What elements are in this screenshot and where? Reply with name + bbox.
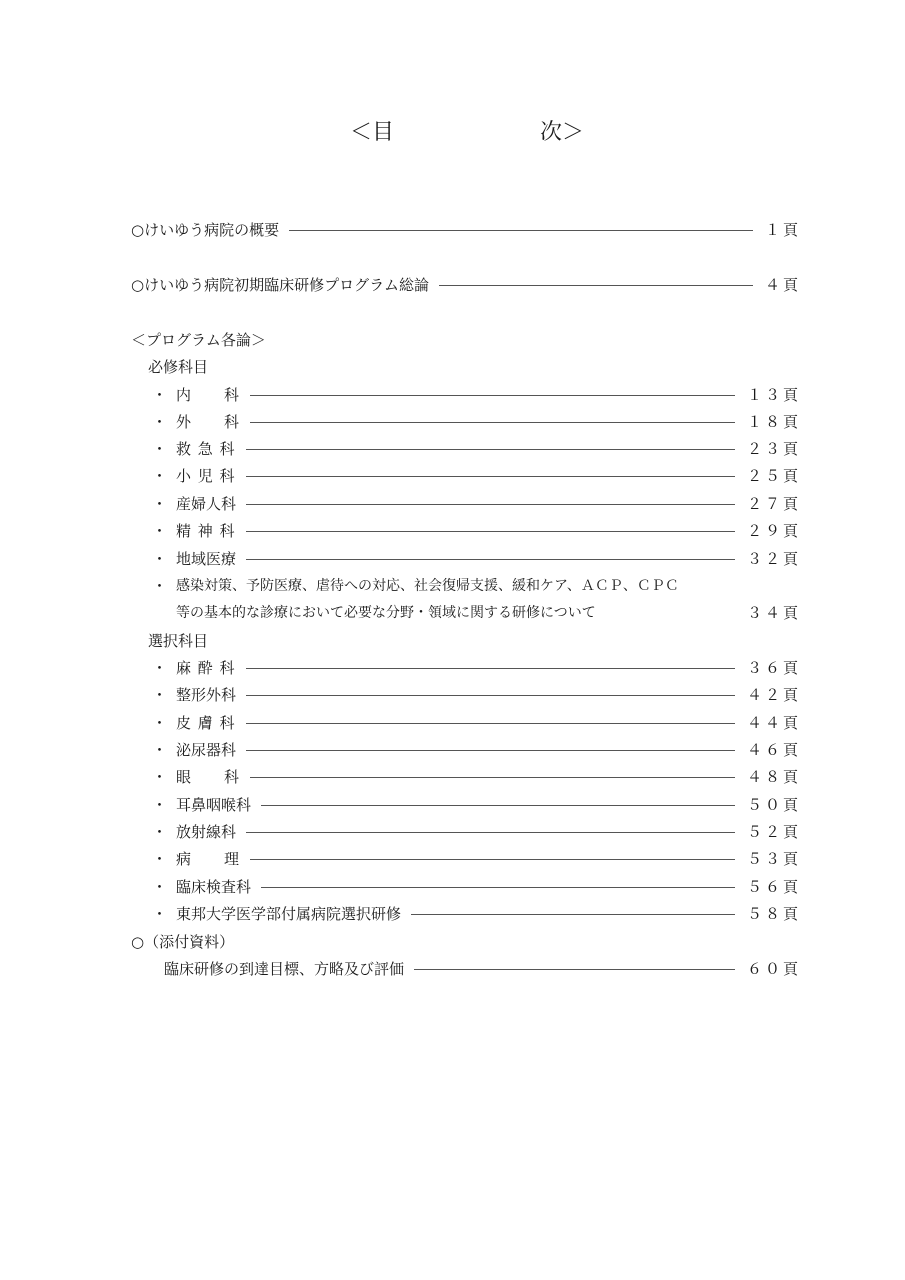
toc-entry-required[interactable] bbox=[152, 548, 801, 570]
toc-label: 臨床検査科 bbox=[176, 878, 252, 896]
bullet: ・ bbox=[152, 741, 168, 759]
bullet: ・ bbox=[152, 659, 168, 677]
toc-entry-elective[interactable] bbox=[152, 684, 801, 706]
toc-entry-required[interactable] bbox=[152, 411, 801, 433]
toc-entry-elective[interactable] bbox=[152, 876, 801, 898]
toc-entry-elective[interactable] bbox=[152, 848, 801, 870]
toc-entry-required[interactable] bbox=[152, 465, 801, 487]
toc-page: ５３頁 bbox=[746, 850, 801, 868]
toc-label: 救 急 科 bbox=[176, 440, 236, 458]
dotted-leader bbox=[246, 750, 735, 751]
toc-label: 東邦大学医学部付属病院選択研修 bbox=[176, 905, 402, 923]
page-title bbox=[0, 118, 905, 148]
dotted-leader bbox=[250, 859, 735, 860]
dotted-leader bbox=[246, 449, 735, 450]
bullet: ・ bbox=[152, 386, 168, 404]
dotted-leader bbox=[411, 914, 735, 915]
toc-page: ５８頁 bbox=[746, 905, 801, 923]
dotted-leader bbox=[246, 504, 735, 505]
dotted-leader bbox=[250, 777, 735, 778]
dotted-leader bbox=[439, 285, 753, 286]
toc-page: ４２頁 bbox=[746, 686, 801, 704]
toc-entry-required[interactable] bbox=[152, 520, 801, 542]
toc-label: 臨床研修の到達目標、方略及び評価 bbox=[164, 960, 405, 978]
bullet: ・ bbox=[152, 440, 168, 458]
toc-entry-required[interactable] bbox=[152, 384, 801, 406]
toc-page: ３２頁 bbox=[746, 550, 801, 568]
required-heading: 必修科目 bbox=[148, 358, 209, 376]
dotted-leader bbox=[250, 395, 735, 396]
toc-label: 感染対策、予防医療、虐待への対応、社会復帰支援、緩和ケア、ＡＣＰ、ＣＰＣ bbox=[176, 578, 679, 594]
toc-label: 地域医療 bbox=[176, 550, 237, 568]
bullet: ・ bbox=[152, 714, 168, 732]
toc-page: ３４頁 bbox=[746, 604, 801, 622]
dotted-leader bbox=[261, 805, 735, 806]
toc-page: ２３頁 bbox=[746, 440, 801, 458]
dotted-leader bbox=[289, 230, 753, 231]
toc-label: 麻 酔 科 bbox=[176, 659, 236, 677]
dotted-leader bbox=[261, 887, 735, 888]
toc-entry-elective[interactable] bbox=[152, 766, 801, 788]
toc-label: 産婦人科 bbox=[176, 495, 237, 513]
appendix-heading: ○（添付資料） bbox=[131, 933, 235, 951]
toc-entry-elective[interactable] bbox=[152, 794, 801, 816]
toc-entry-appendix[interactable] bbox=[164, 958, 801, 980]
toc-label: 皮 膚 科 bbox=[176, 714, 236, 732]
dotted-leader bbox=[246, 723, 735, 724]
toc-label: 等の基本的な診療において必要な分野・領域に関する研修について bbox=[176, 605, 596, 621]
toc-page: ５６頁 bbox=[746, 878, 801, 896]
bullet: ・ bbox=[152, 495, 168, 513]
toc-entry-basic-line2[interactable] bbox=[176, 602, 801, 624]
dotted-leader bbox=[246, 832, 735, 833]
toc-entry-required[interactable] bbox=[152, 438, 801, 460]
dotted-leader bbox=[246, 531, 735, 532]
bullet: ・ bbox=[152, 768, 168, 786]
toc-page: ５０頁 bbox=[746, 796, 801, 814]
toc-label: ○けいゆう病院初期臨床研修プログラム総論 bbox=[131, 276, 429, 294]
toc-label: 放射線科 bbox=[176, 823, 237, 841]
toc-entry-elective[interactable] bbox=[152, 903, 801, 925]
bullet: ・ bbox=[152, 878, 168, 896]
toc-page: ５２頁 bbox=[746, 823, 801, 841]
toc-label: 小 児 科 bbox=[176, 467, 236, 485]
dotted-leader bbox=[246, 695, 735, 696]
toc-label: 泌尿器科 bbox=[176, 741, 237, 759]
toc-page: ２５頁 bbox=[746, 467, 801, 485]
toc-label: 耳鼻咽喉科 bbox=[176, 796, 252, 814]
toc-entry-general[interactable] bbox=[131, 274, 801, 296]
toc-page: １頁 bbox=[764, 221, 801, 239]
toc-label: ○けいゆう病院の概要 bbox=[131, 221, 280, 239]
elective-heading: 選択科目 bbox=[148, 632, 209, 650]
toc-label: 内 科 bbox=[176, 386, 241, 404]
bullet: ・ bbox=[152, 577, 168, 595]
dotted-leader bbox=[250, 422, 735, 423]
bullet: ・ bbox=[152, 413, 168, 431]
toc-page: １８頁 bbox=[746, 413, 801, 431]
toc-entry-required[interactable] bbox=[152, 493, 801, 515]
toc-entry-basic-line1[interactable] bbox=[152, 575, 801, 597]
toc-label: 病 理 bbox=[176, 850, 241, 868]
bullet: ・ bbox=[152, 522, 168, 540]
toc-page: ３６頁 bbox=[746, 659, 801, 677]
toc-entry-elective[interactable] bbox=[152, 821, 801, 843]
toc-page: ４６頁 bbox=[746, 741, 801, 759]
toc-page: １３頁 bbox=[746, 386, 801, 404]
toc-label: 精 神 科 bbox=[176, 522, 236, 540]
title-right: 次＞ bbox=[540, 120, 585, 145]
toc-entry-elective[interactable] bbox=[152, 657, 801, 679]
toc-page: ４４頁 bbox=[746, 714, 801, 732]
toc-page: ６０頁 bbox=[746, 960, 801, 978]
bullet: ・ bbox=[152, 686, 168, 704]
toc-label: 外 科 bbox=[176, 413, 241, 431]
dotted-leader bbox=[246, 668, 735, 669]
toc-label: 整形外科 bbox=[176, 686, 237, 704]
bullet: ・ bbox=[152, 823, 168, 841]
bullet: ・ bbox=[152, 850, 168, 868]
dotted-leader bbox=[414, 969, 735, 970]
toc-entry-elective[interactable] bbox=[152, 712, 801, 734]
bullet: ・ bbox=[152, 550, 168, 568]
bullet: ・ bbox=[152, 905, 168, 923]
toc-page: ４頁 bbox=[764, 276, 801, 294]
bullet: ・ bbox=[152, 796, 168, 814]
title-left: ＜目 bbox=[350, 120, 395, 145]
bullet: ・ bbox=[152, 467, 168, 485]
toc-page: ４８頁 bbox=[746, 768, 801, 786]
toc-entry-elective[interactable] bbox=[152, 739, 801, 761]
toc-page: ２７頁 bbox=[746, 495, 801, 513]
toc-page: ２９頁 bbox=[746, 522, 801, 540]
dotted-leader bbox=[246, 476, 735, 477]
toc-entry-overview[interactable] bbox=[131, 219, 801, 241]
dotted-leader bbox=[246, 559, 735, 560]
toc-label: 眼 科 bbox=[176, 768, 241, 786]
program-heading: ＜プログラム各論＞ bbox=[131, 331, 266, 349]
